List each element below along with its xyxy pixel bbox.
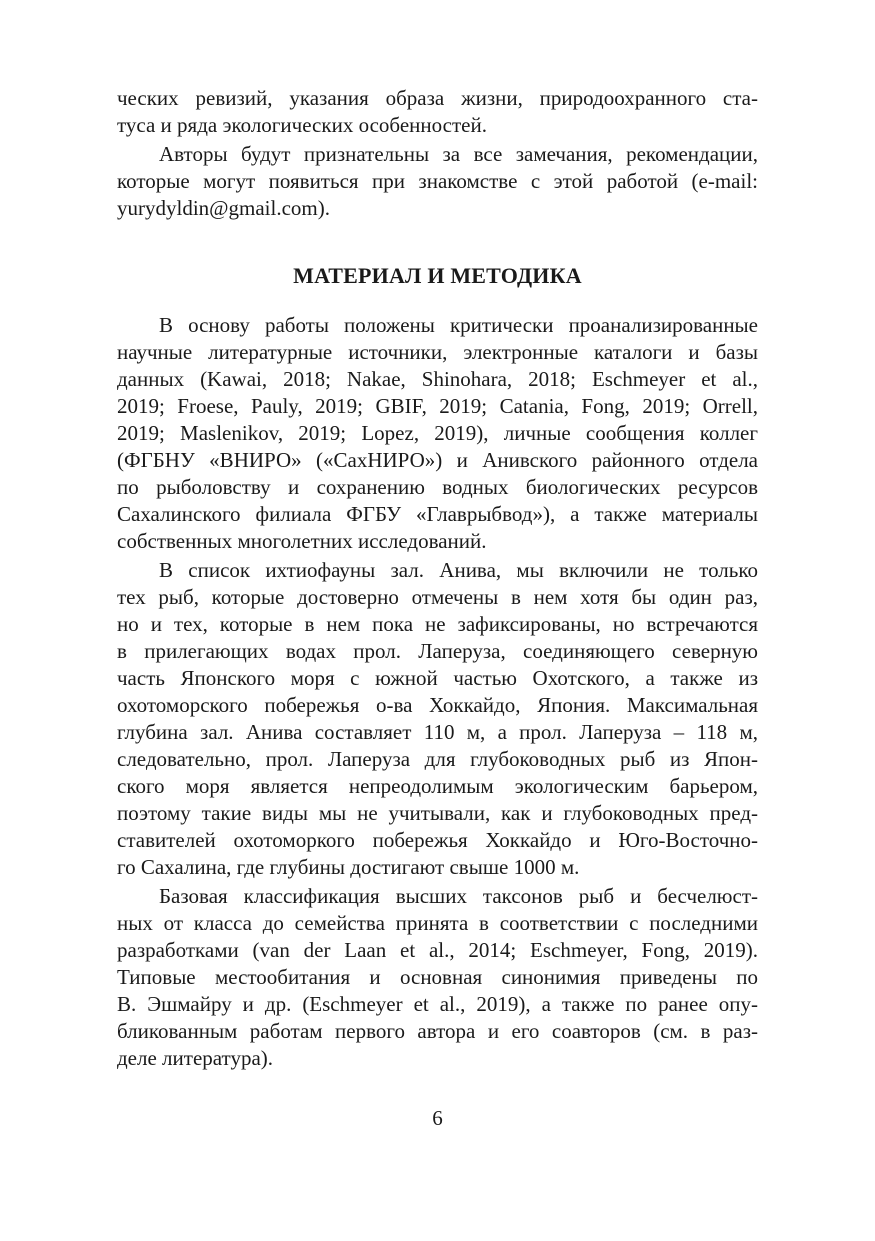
text-line: которые могут появиться при знакомстве с этой работой (e-mail: bbox=[117, 169, 758, 193]
text-line: Типовые местообитания и основная синонимия приведены по bbox=[117, 965, 758, 989]
text-line: но и тех, которые в нем пока не зафиксированы, но встречаются bbox=[117, 612, 758, 636]
text-line: охотоморского побережья о-ва Хоккайдо, Япония. Максимальная bbox=[117, 693, 758, 717]
text-line: поэтому такие виды мы не учитывали, как и глубоководных пред- bbox=[117, 801, 758, 825]
text-line: разработками (van der Laan et al., 2014; Eschmeyer, Fong, 2019). bbox=[117, 938, 758, 962]
text-line: Базовая классификация высших таксонов рыб и бесчелюст- bbox=[159, 884, 758, 908]
intro-paragraph-2 bbox=[117, 141, 758, 222]
text-line: Авторы будут признательны за все замечания, рекомендации, bbox=[159, 142, 758, 166]
text-line: следовательно, прол. Лаперуза для глубоководных рыб из Япон- bbox=[117, 747, 758, 771]
text-line: тех рыб, которые достоверно отмечены в нем хотя бы один раз, bbox=[117, 585, 758, 609]
intro-paragraph-1 bbox=[117, 85, 758, 139]
methods-paragraph-1 bbox=[117, 312, 758, 555]
text-line: Сахалинского филиала ФГБУ «Главрыбвод»), а также материалы bbox=[117, 502, 758, 526]
text-line: го Сахалина, где глубины достигают свыше 1000 м. bbox=[117, 855, 580, 879]
text-line: в прилегающих водах прол. Лаперуза, соединяющего северную bbox=[117, 639, 758, 663]
text-line: данных (Kawai, 2018; Nakae, Shinohara, 2018; Eschmeyer et al., bbox=[117, 367, 758, 391]
methods-paragraph-3 bbox=[117, 883, 758, 1072]
text-line: 2019; Froese, Pauly, 2019; GBIF, 2019; Catania, Fong, 2019; Orrell, bbox=[117, 394, 758, 418]
page-number: 6 bbox=[432, 1106, 443, 1130]
text-line: 2019; Maslenikov, 2019; Lopez, 2019), личные сообщения коллег bbox=[117, 421, 758, 445]
text-line: ных от класса до семейства принята в соответствии с последними bbox=[117, 911, 758, 935]
text-line: (ФГБНУ «ВНИРО» («СахНИРО») и Анивского районного отдела bbox=[117, 448, 758, 472]
text-line: деле литература). bbox=[117, 1046, 274, 1070]
text-line: часть Японского моря с южной частью Охотского, а также из bbox=[117, 666, 758, 690]
text-line: глубина зал. Анива составляет 110 м, а прол. Лаперуза – 118 м, bbox=[117, 720, 758, 744]
text-line: бликованным работам первого автора и его соавторов (см. в раз- bbox=[117, 1019, 758, 1043]
text-line: ставителей охотоморкого побережья Хоккайдо и Юго-Восточно- bbox=[117, 828, 758, 852]
text-line: ского моря является непреодолимым экологическим барьером, bbox=[117, 774, 758, 798]
text-line: собственных многолетних исследований. bbox=[117, 529, 487, 553]
section-heading: МАТЕРИАЛ И МЕТОДИКА bbox=[293, 263, 582, 288]
text-line: туса и ряда экологических особенностей. bbox=[117, 113, 487, 137]
methods-paragraph-2 bbox=[117, 557, 758, 881]
text-line: ческих ревизий, указания образа жизни, природоохранного ста- bbox=[117, 86, 758, 110]
text-line: В основу работы положены критически проанализированные bbox=[159, 313, 758, 337]
text-line: по рыболовству и сохранению водных биологических ресурсов bbox=[117, 475, 758, 499]
text-line: научные литературные источники, электронные каталоги и базы bbox=[117, 340, 758, 364]
text-line: В список ихтиофауны зал. Анива, мы включили не только bbox=[159, 558, 758, 582]
text-line: В. Эшмайру и др. (Eschmeyer et al., 2019), а также по ранее опу- bbox=[117, 992, 758, 1016]
text-line: yurydyldin@gmail.com). bbox=[117, 196, 330, 220]
